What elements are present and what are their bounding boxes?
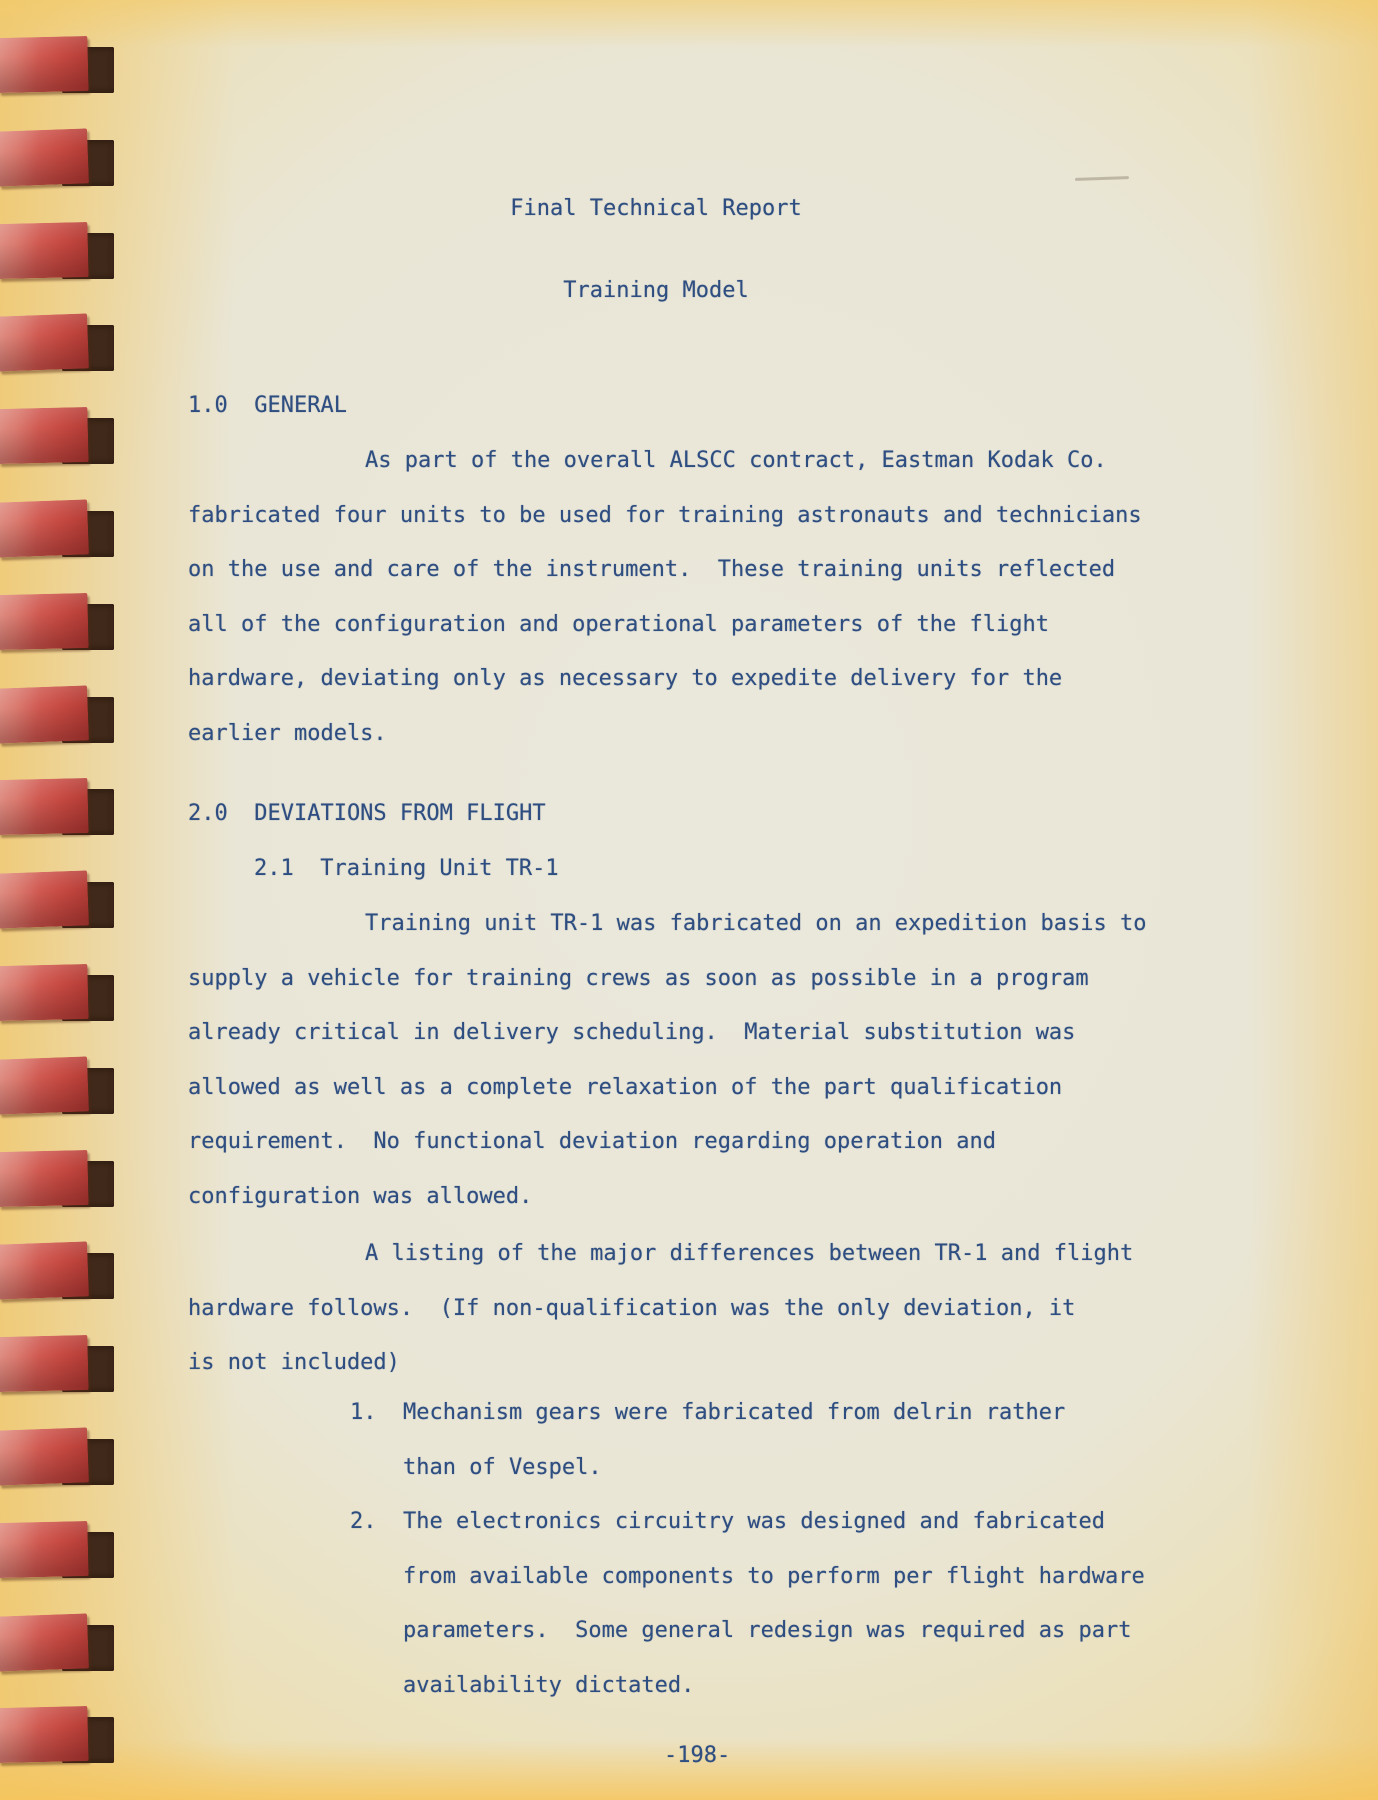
text-line: hardware follows. (If non-qualification was the only deviation, it (188, 1295, 1076, 1321)
binding-comb-ring (0, 964, 89, 1021)
binding-tab (0, 130, 130, 192)
binding-tab (0, 315, 130, 377)
binding-tab (0, 1707, 130, 1769)
deviation-list (350, 1386, 1145, 1714)
text-line: on the use and care of the instrument. These training units reflected (188, 557, 1116, 583)
paragraph-tr1 (188, 897, 1146, 1225)
binding-comb-ring (0, 1613, 89, 1671)
binding-tab (0, 408, 130, 470)
binding-comb-ring (0, 36, 89, 93)
binding-tab (0, 1615, 130, 1677)
section-heading-general: 1.0 GENERAL (188, 393, 347, 418)
binding-comb-ring (0, 1427, 89, 1485)
text-line: availability dictated. (350, 1672, 695, 1698)
binding-tab (0, 1243, 130, 1305)
binding-comb-ring (0, 499, 89, 557)
binding-comb-ring (0, 685, 89, 743)
binding-comb-ring (0, 1335, 89, 1392)
paragraph-general (188, 434, 1142, 762)
text-line: from available components to perform per flight hardware (350, 1563, 1145, 1589)
binding-tab (0, 872, 130, 934)
binding-tab (0, 594, 130, 656)
section-heading-deviations: 2.0 DEVIATIONS FROM FLIGHT (188, 801, 546, 826)
list-item (350, 1386, 1145, 1495)
text-line: configuration was allowed. (188, 1183, 533, 1209)
binding-tab (0, 501, 130, 563)
text-line: fabricated four units to be used for training astronauts and technicians (188, 502, 1142, 528)
text-line: is not included) (188, 1350, 400, 1376)
list-item (350, 1495, 1145, 1713)
binding-comb-ring (0, 1521, 89, 1578)
binding-tab (0, 1151, 130, 1213)
binding-comb-ring (0, 871, 89, 929)
text-line: hardware, deviating only as necessary to expedite delivery for the (188, 666, 1063, 692)
text-line: requirement. No functional deviation regarding operation and (188, 1129, 996, 1155)
binding-comb-ring (0, 1242, 89, 1300)
binding-tab (0, 965, 130, 1027)
binding-comb-ring (0, 778, 89, 835)
binding-tab (0, 1429, 130, 1491)
text-line: already critical in delivery scheduling. Material substitution was (188, 1020, 1076, 1046)
text-line: all of the configuration and operational parameters of the flight (188, 611, 1049, 637)
text-line: Training unit TR-1 was fabricated on an expedition basis to (365, 911, 1147, 936)
text-line: parameters. Some general redesign was required as part (350, 1618, 1132, 1644)
binding-tab (0, 1336, 130, 1398)
text-line: As part of the overall ALSCC contract, Eastman Kodak Co. (365, 448, 1107, 473)
binding-comb-ring (0, 407, 89, 464)
binding-comb-ring (0, 314, 89, 372)
binding-tab (0, 1522, 130, 1584)
text-line: than of Vespel. (350, 1454, 602, 1480)
binding-comb-ring (0, 593, 89, 650)
text-line: 1. Mechanism gears were fabricated from delrin rather (350, 1400, 1066, 1425)
binding-tab (0, 37, 130, 99)
text-line: allowed as well as a complete relaxation of the part qualification (188, 1074, 1063, 1100)
binding-comb-ring (0, 222, 89, 279)
text-line: A listing of the major differences between TR-1 and flight (365, 1241, 1134, 1266)
text-line: 2. The electronics circuitry was designed and fabricated (350, 1509, 1105, 1535)
binding-tab (0, 223, 130, 285)
page-number: -198- (664, 1743, 731, 1768)
binding-tab (0, 1058, 130, 1120)
binding-comb-ring (0, 1056, 89, 1114)
text-line: supply a vehicle for training crews as soon as possible in a program (188, 965, 1089, 991)
pencil-mark (1075, 176, 1129, 181)
report-title: Final Technical Report (510, 196, 802, 221)
binding-tab (0, 779, 130, 841)
binding-comb-ring (0, 1150, 89, 1207)
binding-tab (0, 687, 130, 749)
binding-comb-ring (0, 128, 89, 186)
text-line: earlier models. (188, 720, 387, 746)
binding-comb-ring (0, 1706, 89, 1763)
subsection-heading-tr1: 2.1 Training Unit TR-1 (254, 856, 559, 881)
paragraph-listing-intro (188, 1227, 1133, 1391)
report-subtitle: Training Model (563, 278, 749, 303)
